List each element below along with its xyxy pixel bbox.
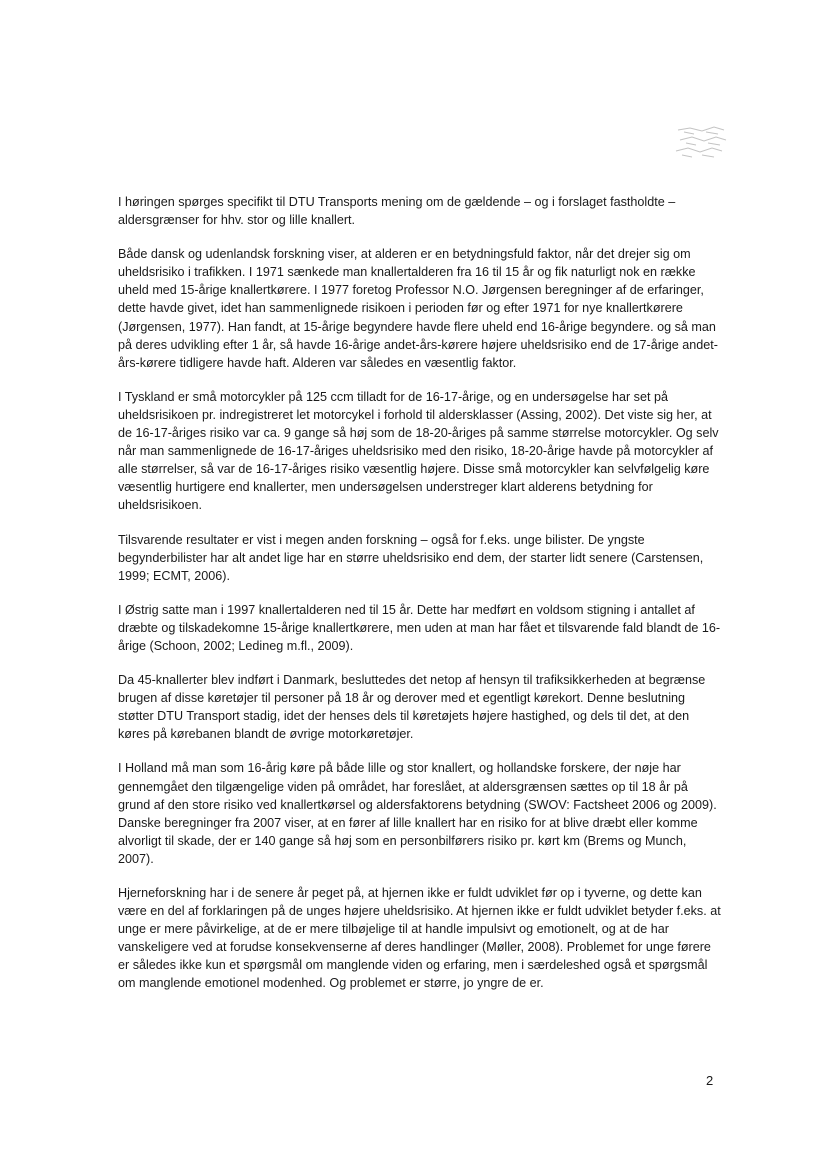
paragraph: I Holland må man som 16-årig køre på både lille og stor knallert, og hollandske forskere, der nøje har gennemgået den tilgængelige viden på området, har foreslået, at aldersgrænsen sættes op til 18 år på grund af den store risiko ved knallertkørsel og aldersfaktorens betydning (SWOV: Factsheet 2006 og 2009). Danske beregninger fra 2007 viser, at en fører af lille knallert har en risiko for at blive dræbt eller komme alvorligt til skade, der er 140 gange så høj som en personbilførers risiko pr. kørt km (Brems og Munch, 2007). [118, 761, 717, 866]
page-number: 2 [706, 1073, 714, 1088]
paragraph: Tilsvarende resultater er vist i megen anden forskning – også for f.eks. unge bilister. De yngste begynderbilister har alt andet lige har en større uheldsrisiko end dem, der starter lidt senere (Carstensen, 1999; ECMT, 2006). [118, 532, 704, 583]
paragraph: Da 45-knallerter blev indført i Danmark, besluttedes det netop af hensyn til trafiksikkerheden at begrænse brugen af disse køretøjer til personer på 18 år og derover med et egentligt kørekort. Denne beslutning støtter DTU Transport stadig, idet der henses dels til køretøjets højere hastighed, og dels til det, at den køres på kørebanen blandt de øvrige motorkøretøjer. [118, 673, 706, 742]
paragraph: I Tyskland er små motorcykler på 125 ccm tilladt for de 16-17-årige, og en undersøgelse har set på uheldsrisikoen pr. indregistreret let motorcykel i forhold til aldersklasser (Assing, 2002). Det viste sig her, at de 16-17-åriges risiko var ca. 9 gange så høj som de 18-20-åriges på samme størrelse motorcykler. Og selv når man sammenlignede de 16-17-åriges uheldsrisiko med den risiko, 18-20-årige havde på motorcykler af alle størrelser, så var de 16-17-åriges risiko væsentlig højere. Disse små motorcykler kan selvfølgelig køre væsentlig hurtigere end knallerter, men undersøgelsen understreger klart alderens betydning for uheldsrisikoen. [118, 389, 719, 513]
paragraph: I høringen spørges specifikt til DTU Transports mening om de gældende – og i forslaget fastholdte – aldersgrænser for hhv. stor og lille knallert. [118, 195, 676, 228]
paragraph: Både dansk og udenlandsk forskning viser, at alderen er en betydningsfuld faktor, når det drejer sig om uheldsrisiko i trafikken. I 1971 sænkede man knallertalderen fra 16 til 15 år og fik naturligt nok en række uheld med 15-årige knallertkørere. I 1977 foretog Professor N.O. Jørgensen beregninger af de erfaringer, dette havde givet, idet han sammenlignede risikoen i perioden før og efter 1971 for nye knallertkørere (Jørgensen, 1977). Han fandt, at 15-årige begyndere havde flere uheld end 16-årige begyndere. og så man på deres udvikling efter 1 år, så havde 16-årige andet-års-kørere højere uheldsrisiko end de 17-årige andet-års-kørere tidligere havde haft. Alderen var således en væsentlig faktor. [118, 247, 718, 370]
paragraph: Hjerneforskning har i de senere år peget på, at hjernen ikke er fuldt udviklet før op i tyverne, og dette kan være en del af forklaringen på de unges højere uheldsrisiko. At hjernen ikke er fuldt udviklet betyder f.eks. at unge er mere påvirkelige, at de er mere tilbøjelige til at handle impulsivt og emotionelt, og at de har vanskeligere ved at forudse konsekvenserne af deres handlinger (Møller, 2008). Problemet for unge førere er således ikke kun et spørgsmål om manglende viden og erfaring, men i særdeleshed også et spørgsmål om manglende emotionel modenhed. Og problemet er større, jo yngre de er. [118, 886, 721, 991]
paragraph: I Østrig satte man i 1997 knallertalderen ned til 15 år. Dette har medført en voldsom stigning i antallet af dræbte og tilskadekomne 15-årige knallertkørere, men uden at man har fået et tilsvarende fald blandt de 16-årige (Schoon, 2002; Ledineg m.fl., 2009). [118, 602, 721, 653]
faded-stamp-logo-icon [672, 122, 730, 162]
body-text [118, 193, 722, 1009]
